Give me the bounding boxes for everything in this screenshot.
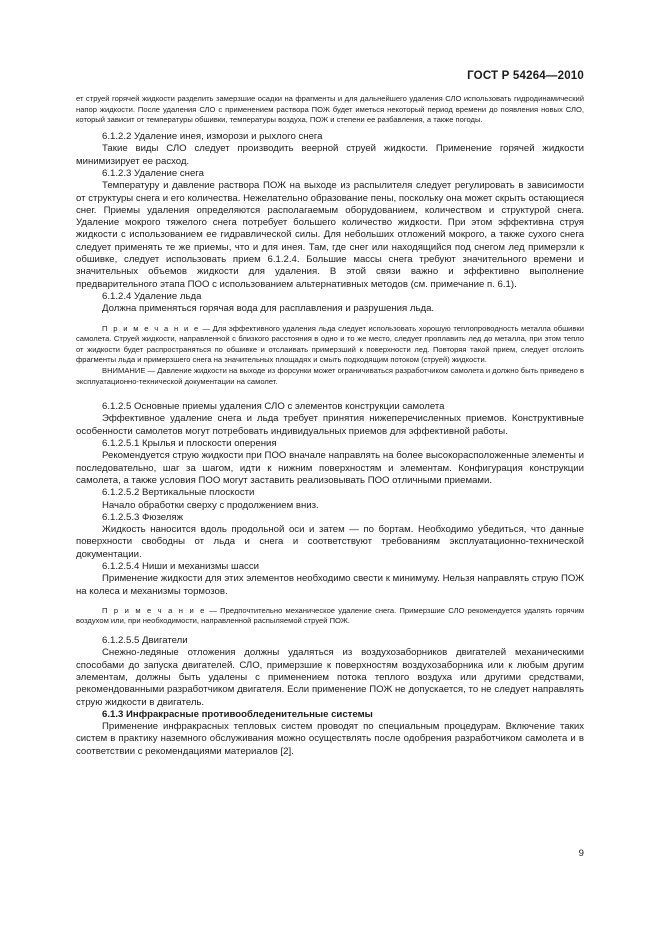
paragraph: Должна применяться горячая вода для расплавления и разрушения льда. — [102, 303, 435, 315]
note-text: — Для эффективного удаления льда следует использовать хорошую теплопроводность металла обшивки самолета. Струей жидкости, направленной с близкого расстояния в одно и то же место, следует проплавить лед до металла, при этом тепло от жидкости будет распространяться по обшивке и отслаивать примерзший к поверхности лед. Повторяя такой прием, следует отслоить фрагменты льда и примерзшего снега на значительных площадях и смыть подходящим потоком (струей) жидкости. — [76, 323, 584, 365]
section-heading-6-1-2-5: 6.1.2.5 Основные приемы удаления СЛО с элементов конструкции самолета — [102, 401, 445, 413]
note — [76, 324, 584, 366]
paragraph: Рекомендуется струю жидкости при ПОО вначале направлять на более высокорасположенные элементы и последовательно, шаг за шагом, идти к нижним поверхностям и элементам. Конфигурация конструкции самолета, а также условия ПОО могут заставить реализовывать ПОО отличными приемами. — [76, 450, 584, 486]
paragraph: Применение жидкости для этих элементов необходимо свести к минимуму. Нельзя направлять струю ПОЖ на колеса и механизмы тормозов. — [76, 573, 584, 597]
page-number: 9 — [578, 848, 584, 859]
paragraph: Применение инфракрасных тепловых систем проводят по специальным процедурам. Включение таких систем в практику наземного обслуживания можно осуществлять после одобрения разработчиком самолета и в соответствии с рекомендациями материалов [2]. — [76, 721, 584, 757]
note — [76, 606, 584, 627]
section-heading-6-1-2-5-5: 6.1.2.5.5 Двигатели — [102, 635, 188, 647]
section-heading-6-1-2-5-1: 6.1.2.5.1 Крылья и плоскости оперения — [102, 438, 277, 450]
note-text: — Предпочтительно механическое удаление снега. Примерзшие СЛО рекомендуется удалять горячим воздухом или, при необходимости, направленной распыляемой струей ПОЖ. — [76, 605, 585, 626]
section-heading-6-1-2-2: 6.1.2.2 Удаление инея, изморози и рыхлого снега — [102, 131, 323, 143]
document-header: ГОСТ Р 54264—2010 — [467, 70, 584, 82]
paragraph: Снежно-ледяные отложения должны удаляться из воздухозаборников двигателей механическими способами до запуска двигателей. СЛО, примерзшие к поверхностям воздухозаборника или к любым другим элементам, должны быть удалены с применением потока теплого воздуха или другими средствами, рекомендованными разработчиком двигателя. Если применение ПОЖ не допускается, то не следует направлять струю жидкости в двигатель. — [76, 647, 584, 708]
paragraph: Начало обработки сверху с продолжением вниз. — [102, 499, 319, 511]
note-label: П р и м е ч а н и е — [102, 323, 200, 333]
section-heading-6-1-2-4: 6.1.2.4 Удаление льда — [102, 290, 202, 302]
paragraph: Эффективное удаление снега и льда требует принятия нижеперечисленных приемов. Конструктивные особенности самолетов могут потребовать индивидуальных приемов для эффективной работы. — [76, 413, 584, 437]
paragraph: Жидкость наносится вдоль продольной оси и затем — по бортам. Необходимо убедиться, что данные поверхности свободны от льда и снега и соответствуют требованиям эксплуатационно-технической документации. — [76, 524, 584, 560]
section-heading-6-1-2-5-4: 6.1.2.5.4 Ниши и механизмы шасси — [102, 560, 259, 572]
paragraph: Такие виды СЛО следует производить веерной струей жидкости. Применение горячей жидкости минимизирует ее расход. — [76, 143, 584, 167]
section-heading-6-1-2-5-2: 6.1.2.5.2 Вертикальные плоскости — [102, 487, 255, 499]
document-body — [76, 94, 584, 758]
section-heading-6-1-2-5-3: 6.1.2.5.3 Фюзеляж — [102, 511, 184, 523]
section-heading-6-1-2-3: 6.1.2.3 Удаление снега — [102, 168, 204, 179]
note-label: П р и м е ч а н и е — [102, 605, 206, 615]
paragraph-continued: ет струей горячей жидкости разделить замерзшие осадки на фрагменты и для дальнейшего удаления СЛО использовать гидродинамический напор жидкости. После удаления СЛО с применением раствора ПОЖ будет иметься некоторый период времени до появления новых СЛО, который зависит от температуры обшивки, температуры воздуха, ПОЖ и степени ее разбавления, а также погоды. — [76, 94, 584, 125]
paragraph: Температуру и давление раствора ПОЖ на выходе из распылителя следует регулировать в зависимости от структуры снега и его количества. Нежелательно образование пены, поскольку она может скрыть остающиеся снег. Приемы удаления определяются располагаемым оборудованием, количеством и структурой снега. Удаление мокрого тяжелого снега потребует большего количество жидкости. При этом эффективна струя жидкости с использованием ее гидравлической силы. Для небольших отложений мокрого, а также сухого снега следует применять те же приемы, что и для инея. Там, где снег или находящийся под снегом лед примерзли к обшивке, следует использовать прием 6.1.2.4. Большие массы снега требуют значительного времени и значительных объемов жидкости для удаления. В этой связи важно и эффективно выполнение предварительного этапа ПОО с использованием альтернативных методов (см. примечание п. 6.1). — [76, 180, 584, 290]
warning-note: ВНИМАНИЕ — Давление жидкости на выходе из форсунки может ограничиваться разработчиком самолета и должно быть приведено в эксплуатационно-технической документации на самолет. — [76, 365, 584, 386]
section-heading-6-1-3: 6.1.3 Инфракрасные противообледенительные системы — [102, 708, 373, 720]
